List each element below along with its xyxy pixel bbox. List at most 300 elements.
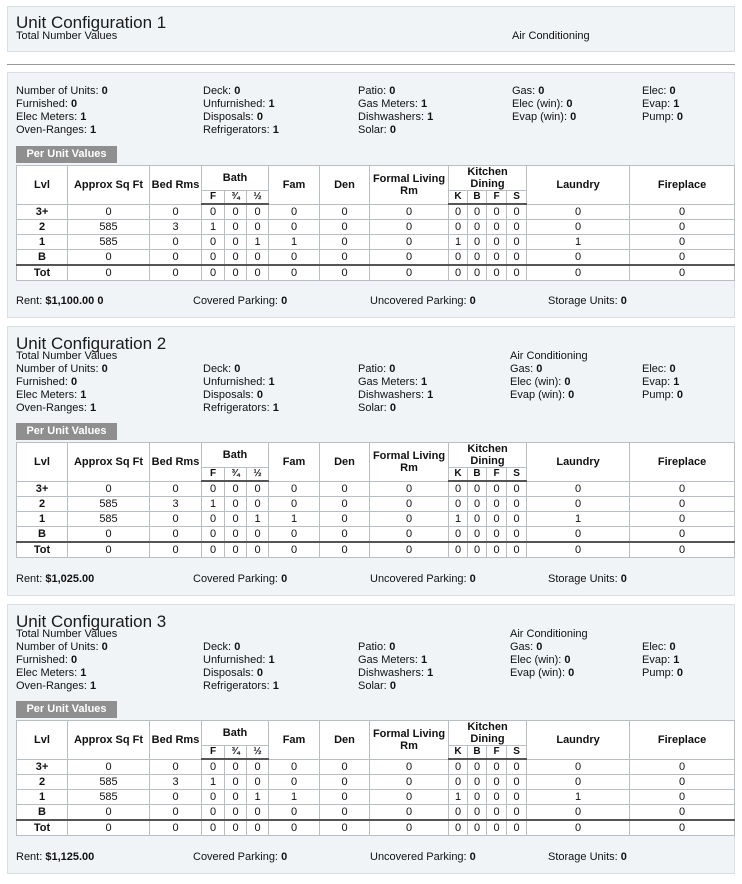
table-cell: 0 xyxy=(487,265,507,281)
table-cell: 0 xyxy=(370,265,449,281)
table-row-total xyxy=(17,265,735,281)
per-unit-values-tab[interactable]: Per Unit Values xyxy=(16,423,117,440)
field-gas: Gas: 0 xyxy=(510,641,543,653)
table-cell: 0 xyxy=(247,527,269,543)
table-cell: 0 xyxy=(247,204,269,220)
table-cell: 0 xyxy=(225,204,247,220)
per-unit-table xyxy=(16,720,735,836)
table-cell: 0 xyxy=(320,481,370,497)
col-header-sqft: Approx Sq Ft xyxy=(68,166,150,205)
table-cell: 1 xyxy=(449,235,468,250)
field-disposals: Disposals: 0 xyxy=(203,389,263,401)
table-cell: 0 xyxy=(487,759,507,775)
col-header-bath-34: ¾ xyxy=(225,191,247,205)
table-cell: 0 xyxy=(150,512,202,527)
table-cell: 0 xyxy=(225,265,247,281)
col-header-lvl: Lvl xyxy=(17,721,68,760)
field-patio: Patio: 0 xyxy=(358,641,396,653)
table-cell: 0 xyxy=(449,759,468,775)
table-cell: 0 xyxy=(527,204,630,220)
field-elec: Elec: 0 xyxy=(642,641,676,653)
table-cell: 0 xyxy=(468,204,487,220)
table-cell: 0 xyxy=(202,481,225,497)
table-cell: 0 xyxy=(202,204,225,220)
covered-parking-field: Covered Parking: 0 xyxy=(193,295,288,307)
field-disposals: Disposals: 0 xyxy=(203,111,263,123)
level-cell: 1 xyxy=(17,235,68,250)
table-row xyxy=(17,250,735,266)
field-elec-win: Elec (win): 0 xyxy=(510,654,571,666)
field-elec-win: Elec (win): 0 xyxy=(510,376,571,388)
level-cell: 2 xyxy=(17,497,68,512)
table-cell: 0 xyxy=(527,250,630,266)
field-dishwashers: Dishwashers: 1 xyxy=(358,667,434,679)
field-elec: Elec: 0 xyxy=(642,363,676,375)
table-cell: 0 xyxy=(527,497,630,512)
divider xyxy=(7,64,735,65)
air-conditioning-label: Air Conditioning xyxy=(510,628,588,640)
table-cell: 0 xyxy=(527,481,630,497)
col-header-k: K xyxy=(449,191,468,205)
config-1-detail-panel xyxy=(7,72,735,318)
col-header-laundry: Laundry xyxy=(527,443,630,482)
col-header-s: S xyxy=(507,746,527,760)
col-header-bath-12: ½ xyxy=(247,191,269,205)
storage-units-field: Storage Units: 0 xyxy=(548,573,627,585)
col-header-b: B xyxy=(468,468,487,482)
storage-units-field: Storage Units: 0 xyxy=(548,295,627,307)
col-header-laundry: Laundry xyxy=(527,166,630,205)
table-cell: 0 xyxy=(68,265,150,281)
col-header-bed: Bed Rms xyxy=(150,443,202,482)
table-cell: 0 xyxy=(247,250,269,266)
table-cell: 0 xyxy=(487,235,507,250)
table-cell: 585 xyxy=(68,790,150,805)
table-cell: 0 xyxy=(449,250,468,266)
table-cell: 585 xyxy=(68,512,150,527)
table-cell: 0 xyxy=(225,820,247,836)
field-unfurnished: Unfurnished: 1 xyxy=(203,376,275,388)
level-cell: 1 xyxy=(17,512,68,527)
field-disposals: Disposals: 0 xyxy=(203,667,263,679)
table-cell: 1 xyxy=(247,235,269,250)
level-cell: 3+ xyxy=(17,759,68,775)
col-header-kitchen: Kitchen Dining xyxy=(449,166,527,191)
table-cell: 0 xyxy=(269,805,320,821)
table-cell: 0 xyxy=(320,527,370,543)
table-cell: 0 xyxy=(370,805,449,821)
table-cell: 0 xyxy=(468,759,487,775)
table-row xyxy=(17,527,735,543)
field-elec-meters: Elec Meters: 1 xyxy=(16,667,87,679)
table-cell: 0 xyxy=(370,775,449,790)
table-cell: 0 xyxy=(507,235,527,250)
table-cell: 0 xyxy=(320,512,370,527)
col-header-sqft: Approx Sq Ft xyxy=(68,721,150,760)
col-header-bath-f: F xyxy=(202,468,225,482)
table-cell: 0 xyxy=(527,759,630,775)
table-cell: 0 xyxy=(225,497,247,512)
air-conditioning-label: Air Conditioning xyxy=(512,30,590,42)
table-cell: 1 xyxy=(202,497,225,512)
field-patio: Patio: 0 xyxy=(358,363,396,375)
field-pump: Pump: 0 xyxy=(642,111,683,123)
field-oven-ranges: Oven-Ranges: 1 xyxy=(16,680,97,692)
table-cell: 0 xyxy=(68,481,150,497)
table-cell: 0 xyxy=(68,805,150,821)
table-cell: 0 xyxy=(487,775,507,790)
field-oven-ranges: Oven-Ranges: 1 xyxy=(16,124,97,136)
table-cell: 0 xyxy=(449,265,468,281)
field-gas-meters: Gas Meters: 1 xyxy=(358,98,428,110)
col-header-sqft: Approx Sq Ft xyxy=(68,443,150,482)
table-cell: 0 xyxy=(150,250,202,266)
table-row xyxy=(17,497,735,512)
table-cell: 0 xyxy=(150,542,202,558)
config-2-panel xyxy=(7,326,735,596)
table-cell: 1 xyxy=(247,512,269,527)
table-row xyxy=(17,481,735,497)
table-cell: 1 xyxy=(269,235,320,250)
table-row xyxy=(17,759,735,775)
field-evap: Evap: 1 xyxy=(642,376,680,388)
total-number-values-label: Total Number Values xyxy=(16,350,118,362)
table-cell: 0 xyxy=(370,235,449,250)
table-cell: 0 xyxy=(202,759,225,775)
table-cell: 3 xyxy=(150,497,202,512)
rent-field: Rent: $1,025.00 xyxy=(16,573,95,585)
col-header-b: B xyxy=(468,746,487,760)
table-cell: 0 xyxy=(370,527,449,543)
table-cell: 0 xyxy=(630,759,735,775)
table-cell: 0 xyxy=(487,527,507,543)
level-cell: 3+ xyxy=(17,481,68,497)
table-cell: 0 xyxy=(468,265,487,281)
col-header-bath-12: ½ xyxy=(247,468,269,482)
table-cell: 0 xyxy=(527,527,630,543)
table-cell: 0 xyxy=(507,250,527,266)
covered-parking-field: Covered Parking: 0 xyxy=(193,573,288,585)
table-cell: 0 xyxy=(370,542,449,558)
table-cell: 0 xyxy=(150,265,202,281)
table-cell: 0 xyxy=(507,542,527,558)
col-header-s: S xyxy=(507,468,527,482)
col-header-fam: Fam xyxy=(269,721,320,760)
field-evap: Evap: 1 xyxy=(642,98,680,110)
field-gas-meters: Gas Meters: 1 xyxy=(358,376,428,388)
table-cell: 0 xyxy=(202,235,225,250)
table-cell: 0 xyxy=(507,481,527,497)
level-cell: B xyxy=(17,250,68,266)
table-cell: 1 xyxy=(269,512,320,527)
col-header-f: F xyxy=(487,746,507,760)
table-cell: 0 xyxy=(468,805,487,821)
col-header-formal: Formal Living Rm xyxy=(370,443,449,482)
col-header-bath-12: ½ xyxy=(247,746,269,760)
table-cell: 0 xyxy=(507,220,527,235)
table-cell: 0 xyxy=(247,220,269,235)
col-header-fam: Fam xyxy=(269,443,320,482)
table-cell: 0 xyxy=(449,542,468,558)
col-header-bath-34: ¾ xyxy=(225,746,247,760)
table-cell: 0 xyxy=(527,542,630,558)
table-cell: 0 xyxy=(630,527,735,543)
field-patio: Patio: 0 xyxy=(358,85,396,97)
field-dishwashers: Dishwashers: 1 xyxy=(358,111,434,123)
field-oven-ranges: Oven-Ranges: 1 xyxy=(16,402,97,414)
table-cell: 0 xyxy=(487,204,507,220)
table-cell: 0 xyxy=(225,542,247,558)
table-cell: 0 xyxy=(370,250,449,266)
table-cell: 0 xyxy=(449,820,468,836)
table-cell: 0 xyxy=(507,790,527,805)
field-refrigerators: Refrigerators: 1 xyxy=(203,402,279,414)
table-cell: 1 xyxy=(202,220,225,235)
field-elec-meters: Elec Meters: 1 xyxy=(16,111,87,123)
col-header-s: S xyxy=(507,191,527,205)
table-cell: 0 xyxy=(527,805,630,821)
table-cell: 0 xyxy=(507,775,527,790)
table-cell: 0 xyxy=(487,512,507,527)
table-cell: 0 xyxy=(487,790,507,805)
col-header-den: Den xyxy=(320,166,370,205)
table-cell: 0 xyxy=(202,265,225,281)
table-cell: 0 xyxy=(320,805,370,821)
table-cell: 0 xyxy=(487,481,507,497)
field-deck: Deck: 0 xyxy=(203,641,241,653)
table-cell: 1 xyxy=(527,790,630,805)
table-cell: 0 xyxy=(225,775,247,790)
table-cell: 0 xyxy=(449,497,468,512)
table-cell: 0 xyxy=(202,805,225,821)
table-cell: 0 xyxy=(247,542,269,558)
field-elec: Elec: 0 xyxy=(642,85,676,97)
col-header-formal: Formal Living Rm xyxy=(370,721,449,760)
level-cell: 2 xyxy=(17,775,68,790)
table-cell: 0 xyxy=(150,759,202,775)
table-cell: 0 xyxy=(630,204,735,220)
table-cell: 0 xyxy=(468,497,487,512)
table-cell: 0 xyxy=(202,542,225,558)
table-cell: 0 xyxy=(527,820,630,836)
table-row xyxy=(17,204,735,220)
table-cell: 0 xyxy=(370,790,449,805)
field-solar: Solar: 0 xyxy=(358,124,396,136)
uncovered-parking-field: Uncovered Parking: 0 xyxy=(370,851,476,863)
field-gas: Gas: 0 xyxy=(510,363,543,375)
table-cell: 0 xyxy=(269,542,320,558)
table-cell: 1 xyxy=(247,790,269,805)
table-cell: 0 xyxy=(269,265,320,281)
field-unfurnished: Unfurnished: 1 xyxy=(203,654,275,666)
col-header-bath: Bath xyxy=(202,443,269,468)
table-cell: 0 xyxy=(202,790,225,805)
air-conditioning-label: Air Conditioning xyxy=(510,350,588,362)
table-cell: 0 xyxy=(449,204,468,220)
field-deck: Deck: 0 xyxy=(203,363,241,375)
table-cell: 0 xyxy=(449,220,468,235)
config-title: Unit Configuration 1 xyxy=(16,13,167,32)
level-cell: 1 xyxy=(17,790,68,805)
table-cell: 1 xyxy=(202,775,225,790)
level-cell: Tot xyxy=(17,265,68,281)
per-unit-values-tab[interactable]: Per Unit Values xyxy=(16,701,117,718)
table-cell: 0 xyxy=(507,759,527,775)
table-cell: 0 xyxy=(202,820,225,836)
uncovered-parking-field: Uncovered Parking: 0 xyxy=(370,295,476,307)
per-unit-values-tab[interactable]: Per Unit Values xyxy=(16,146,117,163)
field-number-of-units: Number of Units: 0 xyxy=(16,85,108,97)
table-cell: 0 xyxy=(320,265,370,281)
table-row xyxy=(17,805,735,821)
field-furnished: Furnished: 0 xyxy=(16,98,78,110)
rent-field: Rent: $1,100.00 0 xyxy=(16,295,104,307)
level-cell: 2 xyxy=(17,220,68,235)
table-cell: 0 xyxy=(269,481,320,497)
table-cell: 0 xyxy=(269,775,320,790)
col-header-fireplace: Fireplace xyxy=(630,443,735,482)
table-cell: 0 xyxy=(247,265,269,281)
table-cell: 0 xyxy=(507,527,527,543)
table-cell: 0 xyxy=(449,527,468,543)
table-cell: 0 xyxy=(202,512,225,527)
table-cell: 0 xyxy=(630,542,735,558)
table-cell: 0 xyxy=(320,235,370,250)
col-header-bed: Bed Rms xyxy=(150,166,202,205)
table-cell: 0 xyxy=(468,250,487,266)
field-gas-meters: Gas Meters: 1 xyxy=(358,654,428,666)
config-3-panel xyxy=(7,604,735,874)
field-solar: Solar: 0 xyxy=(358,680,396,692)
table-cell: 0 xyxy=(630,512,735,527)
table-cell: 0 xyxy=(68,542,150,558)
table-row-total xyxy=(17,820,735,836)
table-cell: 0 xyxy=(150,805,202,821)
level-cell: B xyxy=(17,527,68,543)
uncovered-parking-field: Uncovered Parking: 0 xyxy=(370,573,476,585)
table-cell: 0 xyxy=(370,512,449,527)
field-evap: Evap: 1 xyxy=(642,654,680,666)
col-header-bath: Bath xyxy=(202,721,269,746)
covered-parking-field: Covered Parking: 0 xyxy=(193,851,288,863)
field-deck: Deck: 0 xyxy=(203,85,241,97)
table-cell: 0 xyxy=(507,805,527,821)
table-cell: 0 xyxy=(468,220,487,235)
field-furnished: Furnished: 0 xyxy=(16,654,78,666)
table-cell: 0 xyxy=(247,820,269,836)
table-row xyxy=(17,790,735,805)
table-cell: 0 xyxy=(630,265,735,281)
table-cell: 585 xyxy=(68,220,150,235)
table-cell: 0 xyxy=(320,542,370,558)
table-cell: 0 xyxy=(269,204,320,220)
table-cell: 0 xyxy=(269,820,320,836)
table-cell: 0 xyxy=(68,759,150,775)
field-furnished: Furnished: 0 xyxy=(16,376,78,388)
table-cell: 0 xyxy=(370,497,449,512)
col-header-fam: Fam xyxy=(269,166,320,205)
table-cell: 0 xyxy=(630,497,735,512)
field-evap-win: Evap (win): 0 xyxy=(510,389,575,401)
total-number-values-label: Total Number Values xyxy=(16,30,118,42)
table-cell: 0 xyxy=(225,790,247,805)
table-cell: 0 xyxy=(68,204,150,220)
col-header-den: Den xyxy=(320,443,370,482)
field-pump: Pump: 0 xyxy=(642,389,683,401)
field-dishwashers: Dishwashers: 1 xyxy=(358,389,434,401)
table-cell: 0 xyxy=(370,820,449,836)
level-cell: 3+ xyxy=(17,204,68,220)
table-cell: 0 xyxy=(487,542,507,558)
storage-units-field: Storage Units: 0 xyxy=(548,851,627,863)
table-cell: 0 xyxy=(468,481,487,497)
table-cell: 0 xyxy=(150,790,202,805)
table-cell: 0 xyxy=(630,775,735,790)
field-pump: Pump: 0 xyxy=(642,667,683,679)
table-cell: 0 xyxy=(630,220,735,235)
table-cell: 585 xyxy=(68,497,150,512)
level-cell: Tot xyxy=(17,820,68,836)
col-header-lvl: Lvl xyxy=(17,443,68,482)
col-header-bath-f: F xyxy=(202,746,225,760)
col-header-den: Den xyxy=(320,721,370,760)
table-cell: 3 xyxy=(150,775,202,790)
table-cell: 0 xyxy=(320,759,370,775)
table-cell: 0 xyxy=(269,220,320,235)
table-cell: 0 xyxy=(320,820,370,836)
table-cell: 0 xyxy=(630,805,735,821)
table-cell: 0 xyxy=(269,527,320,543)
table-cell: 0 xyxy=(68,527,150,543)
table-cell: 0 xyxy=(225,512,247,527)
col-header-kitchen: Kitchen Dining xyxy=(449,443,527,468)
table-cell: 0 xyxy=(468,775,487,790)
table-cell: 0 xyxy=(449,481,468,497)
table-row xyxy=(17,775,735,790)
level-cell: Tot xyxy=(17,542,68,558)
per-unit-table xyxy=(16,442,735,558)
table-cell: 0 xyxy=(225,220,247,235)
table-cell: 0 xyxy=(468,527,487,543)
table-cell: 0 xyxy=(507,265,527,281)
table-cell: 585 xyxy=(68,775,150,790)
table-cell: 0 xyxy=(269,497,320,512)
col-header-bath: Bath xyxy=(202,166,269,191)
table-row xyxy=(17,220,735,235)
field-number-of-units: Number of Units: 0 xyxy=(16,641,108,653)
table-cell: 0 xyxy=(527,265,630,281)
rent-field: Rent: $1,125.00 xyxy=(16,851,95,863)
table-cell: 1 xyxy=(449,512,468,527)
field-evap-win: Evap (win): 0 xyxy=(510,667,575,679)
table-cell: 0 xyxy=(225,235,247,250)
table-cell: 0 xyxy=(225,481,247,497)
table-cell: 0 xyxy=(630,250,735,266)
table-cell: 0 xyxy=(487,220,507,235)
table-cell: 0 xyxy=(527,775,630,790)
table-cell: 0 xyxy=(449,775,468,790)
col-header-f: F xyxy=(487,191,507,205)
table-cell: 0 xyxy=(247,775,269,790)
table-row xyxy=(17,512,735,527)
table-cell: 0 xyxy=(630,235,735,250)
table-cell: 1 xyxy=(527,512,630,527)
table-cell: 0 xyxy=(370,759,449,775)
table-cell: 0 xyxy=(225,527,247,543)
table-cell: 0 xyxy=(150,527,202,543)
field-gas: Gas: 0 xyxy=(512,85,545,97)
table-cell: 0 xyxy=(320,220,370,235)
